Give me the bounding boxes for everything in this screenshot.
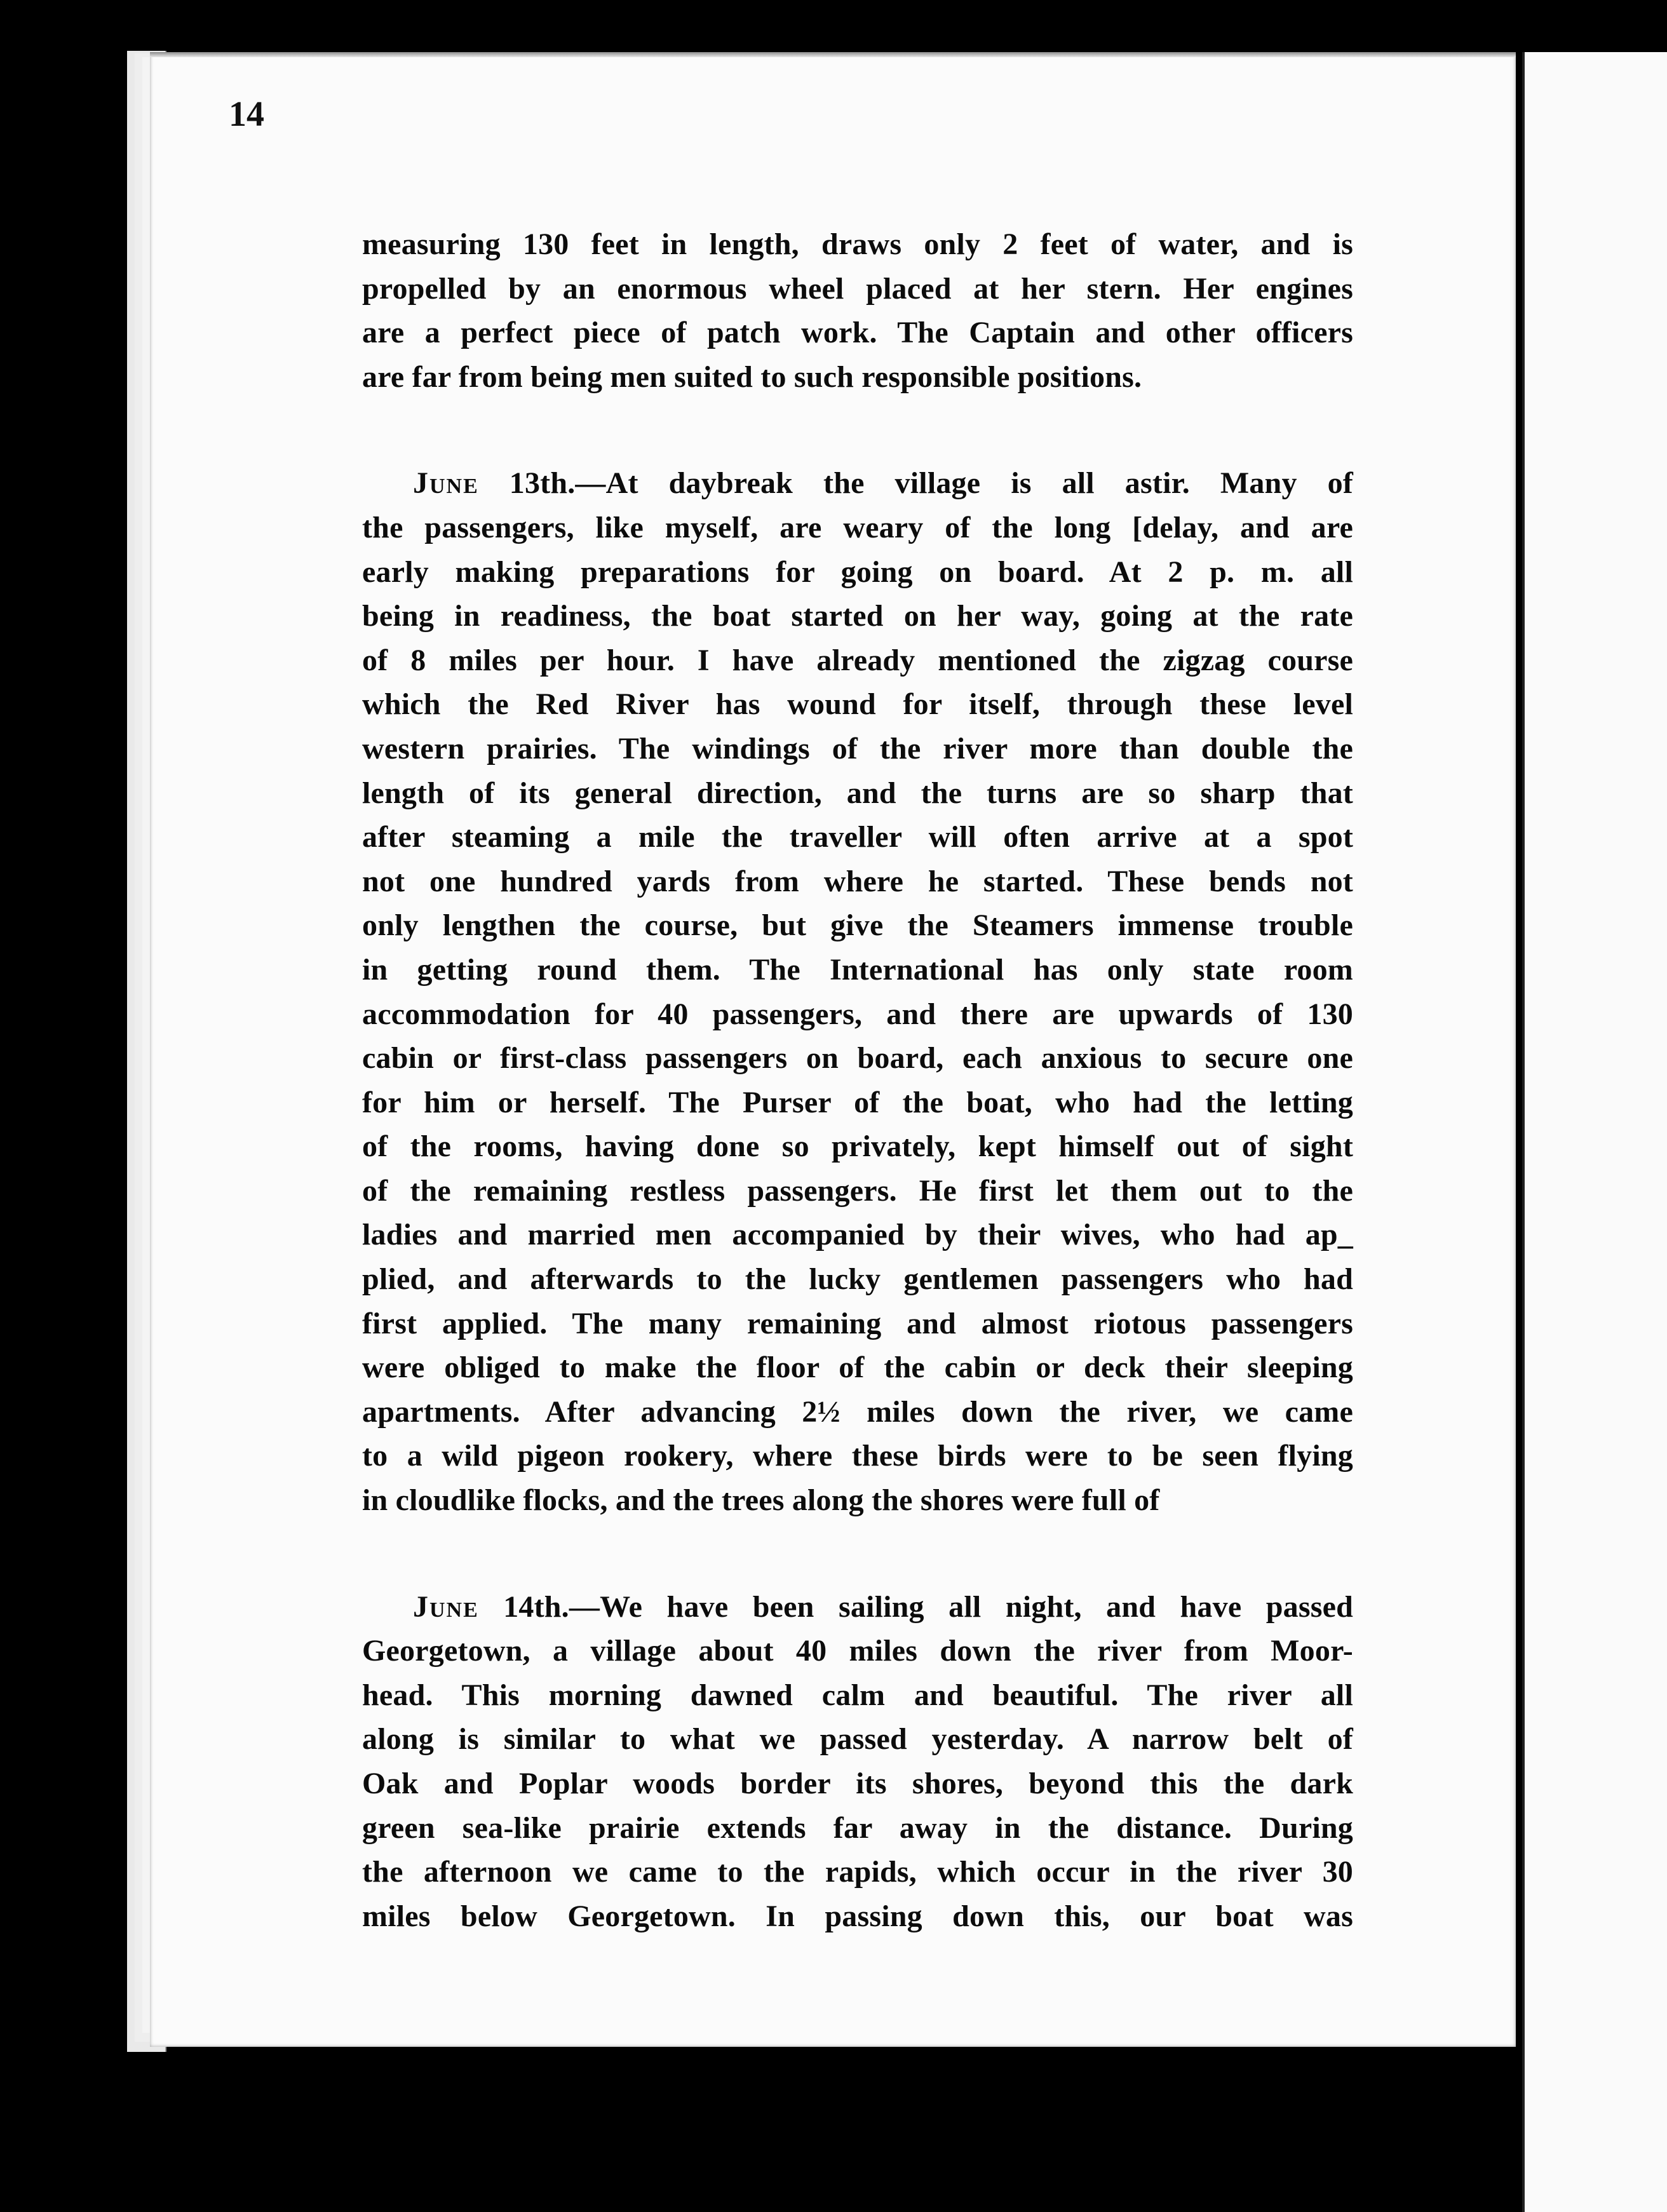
text-line: in getting round them. The International has only state room	[362, 952, 1353, 987]
text-line: first applied. The many remaining and almost riotous passengers	[362, 1306, 1353, 1340]
text-line: green sea-like prairie extends far away in the distance. During	[362, 1811, 1353, 1845]
text-line: measuring 130 feet in length, draws only 2 feet of water, and is	[362, 227, 1353, 261]
text-line: miles below Georgetown. In passing down this, our boat was	[362, 1899, 1353, 1933]
text-line: accommodation for 40 passengers, and there are upwards of 130	[362, 997, 1353, 1031]
lead-text: 13th.—At daybreak the village is all astir. Many of	[478, 466, 1353, 501]
text-line: head. This morning dawned calm and beautiful. The river all	[362, 1678, 1353, 1712]
text-line: propelled by an enormous wheel placed at her stern. Her engines	[362, 271, 1353, 306]
text-line: are far from being men suited to such responsible positions.	[362, 360, 1142, 394]
text-line: cabin or first-class passengers on board, each anxious to secure one	[362, 1041, 1353, 1076]
text-line: ladies and married men accompanied by their wives, who had ap_	[362, 1218, 1353, 1252]
text-line: of the remaining restless passengers. He first let them out to the	[362, 1173, 1353, 1208]
text-line: in cloudlike flocks, and the trees along the shores were full of	[362, 1483, 1160, 1518]
paragraph-lead-line	[362, 461, 1353, 506]
text-line: the passengers, like myself, are weary of the long [delay, and are	[362, 510, 1353, 544]
text-line: of 8 miles per hour. I have already mentioned the zigzag course	[362, 643, 1353, 677]
text-line: length of its general direction, and the turns are so sharp that	[362, 776, 1353, 810]
date-heading: June	[413, 1589, 479, 1624]
lead-text: 14th.—We have been sailing all night, and have passed	[478, 1589, 1353, 1624]
text-line: being in readiness, the boat started on her way, going at the rate	[362, 599, 1353, 633]
text-line: the afternoon we came to the rapids, which occur in the river 30	[362, 1855, 1353, 1889]
text-line: western prairies. The windings of the river more than double the	[362, 731, 1353, 765]
body-text	[362, 222, 1353, 1938]
paragraph-gap	[362, 1523, 1353, 1585]
text-line: along is similar to what we passed yesterday. A narrow belt of	[362, 1722, 1353, 1757]
text-line: plied, and afterwards to the lucky gentlemen passengers who had	[362, 1262, 1353, 1297]
paragraph-lead-line	[362, 1585, 1353, 1629]
text-line: are a perfect piece of patch work. The Captain and other officers	[362, 316, 1353, 350]
text-line: were obliged to make the floor of the cabin or deck their sleeping	[362, 1351, 1353, 1385]
text-line: after steaming a mile the traveller will often arrive at a spot	[362, 820, 1353, 854]
text-line: Georgetown, a village about 40 miles down the river from Moor-	[362, 1634, 1353, 1668]
text-line: for him or herself. The Purser of the boat, who had the letting	[362, 1085, 1353, 1119]
text-line: only lengthen the course, but give the Steamers immense trouble	[362, 908, 1353, 943]
text-line: not one hundred yards from where he started. These bends not	[362, 864, 1353, 898]
paragraph-3	[362, 1585, 1353, 1939]
paragraph-2	[362, 461, 1353, 1522]
text-line: of the rooms, having done so privately, kept himself out of sight	[362, 1130, 1353, 1164]
text-line: to a wild pigeon rookery, where these birds were to be seen flying	[362, 1439, 1353, 1473]
page-top-edge	[150, 52, 1516, 57]
text-line: apartments. After advancing 2½ miles down the river, we came	[362, 1394, 1353, 1429]
paragraph-1	[362, 222, 1353, 399]
text-line: Oak and Poplar woods border its shores, beyond this the dark	[362, 1767, 1353, 1800]
facing-page	[1522, 52, 1667, 2212]
text-line: early making preparations for going on board. At 2 p. m. all	[362, 555, 1353, 589]
paragraph-gap	[362, 399, 1353, 461]
date-heading: June	[413, 466, 479, 501]
text-line: which the Red River has wound for itself, through these level	[362, 687, 1353, 722]
